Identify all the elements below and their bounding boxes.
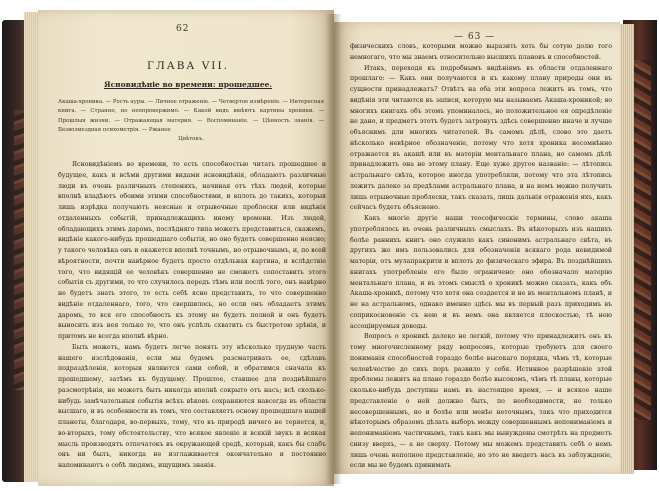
page-number: — 63 — bbox=[454, 32, 496, 42]
paragraph: Какъ многiе другiе наши теософическiе термины, слово акаша употреблялось въ очень различныхъ смыслахъ. Въ нѣкоторыхъ изъ нашихъ болѣе раннихъ книгъ оно служило какъ синонимъ астральнаго свѣта, въ другихъ же имъ пользовались для обозначенiя всякаго рода невидимой матерiи, отъ мулапракрити и вплоть до физическаго эфира. Въ позднѣйшихъ книгахъ употребленiе его было ограничено: оно обозначало матерiю ментальнаго плана, и въ этомъ смыслѣ о хроникѣ можно сказать, какъ объ Акаша-хроникѣ, потому что хотя она создается и не въ ментальномъ планѣ, и не на астральномъ, однако именно здѣсь мы въ первый разъ приходимъ въ соприкосновенiе съ нею и въ немъ она является плоскостью, тѣ нею ассоцiируемыя доводы. bbox=[350, 215, 612, 330]
chapter-subtitle: Ясновидѣнiе во времени: прошедшее. bbox=[104, 80, 272, 89]
chapter-contents-text: Акаша-хроника. — Рость ауры. — Личное отраженiе. — Четвертое измѣренiе. — Интересная книга. — Странно, но неопровержимо. — Какой видъ имѣютъ картины хроники. — Прошлыя жизни. — Отражающая материя. — Воспоминанiе. — Цѣнность знанiя. — Безвозмездная психометрiя. — Ржаное bbox=[58, 99, 324, 133]
paragraph: Вопросъ о хроникѣ далеко не легкiй, потому что принадлежитъ онъ къ тому многочисленному ряду вопросовъ, которые требуютъ для своего пониманiя способностей гораздо болѣе высокаго порядка, чѣмъ тѣ, которые человѣчество до сихъ поръ развило у себя. Истинное разрѣшенiе этой проблемы лежитъ на плане гораздо болѣе высокомъ, чѣмъ тѣ планы, которые сколько-нибудь доступны намъ въ настоящее время, — и всякое наше представленiе о ней должно быть, по необходимости, не только несовершеннымъ, но и болѣе или менѣе неточнымъ, такъ что приходится нѣкоторымъ образомъ дѣлать выборъ между совершеннымъ непониманiемъ и непониманiемъ частичнымъ, такъ какъ мы вынуждены смотрѣть на предметъ снизу вверхъ, — а не сверху. Потому мы можемъ представить себѣ о немъ лишь очень неполное представленiе, но это не введетъ насъ въ заблужденiе, если мы не будемъ принимать bbox=[350, 333, 612, 470]
book-spine bbox=[326, 14, 342, 484]
paragraph: Быть можетъ, намъ будетъ легче понять эту нѣсколько трудную часть нашего изслѣдованiя, если мы будемъ разсматривать ее, сдѣлавъ подраздѣленiя, которыя являются сами собой, и обратимся сначала къ прошедшему, затѣмъ къ будущему. Прошлое, ставшее для позднѣйшаго разсмотрѣнiя, не можетъ быть никогда вполнѣ сокрыто отъ насъ; всѣ сколько-нибудь замѣчательныя событiя всѣхъ вѣковъ сохраняются навсегда въ области высшаго, и въ особенности въ томъ, что составляетъ основу прошедшаго нашей планеты, благодаря, во-первыхъ, тому, что въ природѣ ничего не теряется, и, во-вторыхъ, тому обстоятельству, что всякое явленiе и всякiй звукъ и всякая мысль производятъ отпечатокъ въ окружающей средѣ, который, какъ бы слабъ онъ ни былъ, никогда не изглаживается окончательно и постоянно напоминаютъ о себѣ людямъ, ищущимъ знанiя. bbox=[58, 343, 326, 469]
right-page bbox=[334, 22, 620, 474]
left-page-body bbox=[58, 160, 326, 472]
chapter-contents bbox=[58, 98, 324, 144]
paragraph: Ясновидѣнiемъ во времени, то есть способностью читать прошедшее и будущее, какъ и всѣми другими видами ясновидѣнiя, обладаютъ различные люди въ очень различныхъ степеняхъ, начиная отъ тѣхъ людей, которые вполнѣ владѣютъ обоими этими способностями, и вплоть до такихъ, которыя лишь изрѣдка получаютъ неясные и отрывочные проблески или видѣнiя отдаленныхъ событiй, принадлежащихъ иному времени. Изъ людей, обладающихъ этимъ даромъ, послѣдняго типа можетъ представиться, скажемъ, видѣнiе какого-нибудь прошедшаго событiя, но оно будетъ совершенно неясно; у такого человѣка онъ и окажется вполнѣ точнымъ, но отрывочнымъ, и, по всей вѣроятности, почти навѣрное будетъ просто отдѣльная картина, и вслѣдствiе того, что видящiй ее человѣкъ совершенно не сможетъ сопоставить этого событiя съ другими, то что случилось передъ тѣмъ или послѣ того, онъ навѣрно не будетъ знать этого, то есть себѣ ясно представить, то что совершенно видѣнiе отдаленнаго, того, что свершилось, но если онъ обладаетъ этимъ даромъ, то вся его способность къ этому не будетъ полной и онъ будетъ выносить изъ нея только то, что онъ успѣлъ схватить съ быстротою зрѣнiя, и притомъ не всегда вполнѣ вѣрно. bbox=[58, 161, 326, 340]
chapter-title: ГЛАВА VII. bbox=[147, 60, 229, 72]
chapter-contents-last: Цвѣтокъ. bbox=[178, 136, 204, 143]
page-number: 62 bbox=[176, 24, 190, 34]
paragraph: физическихъ словъ, которыми можно выразить хоть бы сотую долю того немногаго, что мы знаемъ относительно высшихъ плановъ и способностей. bbox=[350, 43, 612, 61]
left-page bbox=[38, 10, 334, 486]
right-page-body bbox=[350, 42, 612, 472]
paragraph: Итакъ, переходя къ подробнымъ видѣнiямъ въ области отдаленнаго прошлаго: — Какъ они получаются и къ какому плану природы они въ сущности принадлежатъ? Отвѣтъ на оба эти вопроса лежитъ въ томъ, что видѣнiя эти читаются въ записи, которую мы называемъ Акаша-хроникой; во многихъ книгахъ объ этомъ упоминалось, но положительное ея опредѣленiе не дано, и предметъ этотъ будетъ затронуть здѣсь совершенно иначе и лучше объяснимъ дли многихъ читателей. Въ самомъ дѣлѣ, слово это даетъ нѣсколько невѣрное обозначенiе, потому что хотя хроника несомнѣнно отражается въ акашѣ или въ матерiи ментальнаго плана, но самомъ дѣлѣ принадлежитъ она не этому плану. Еще хуже другое названiе: — лѣтопись астральнаго свѣта, которое иногда употребляли, потому что эта лѣтопись лежитъ далеко за предѣлами астральнаго плана, и на немъ можно получить лишь отрывочные проблески, такъ сказать, лишь дальнiя отраженiя ихъ, какъ сейчасъ будетъ объяснено. bbox=[350, 64, 612, 212]
